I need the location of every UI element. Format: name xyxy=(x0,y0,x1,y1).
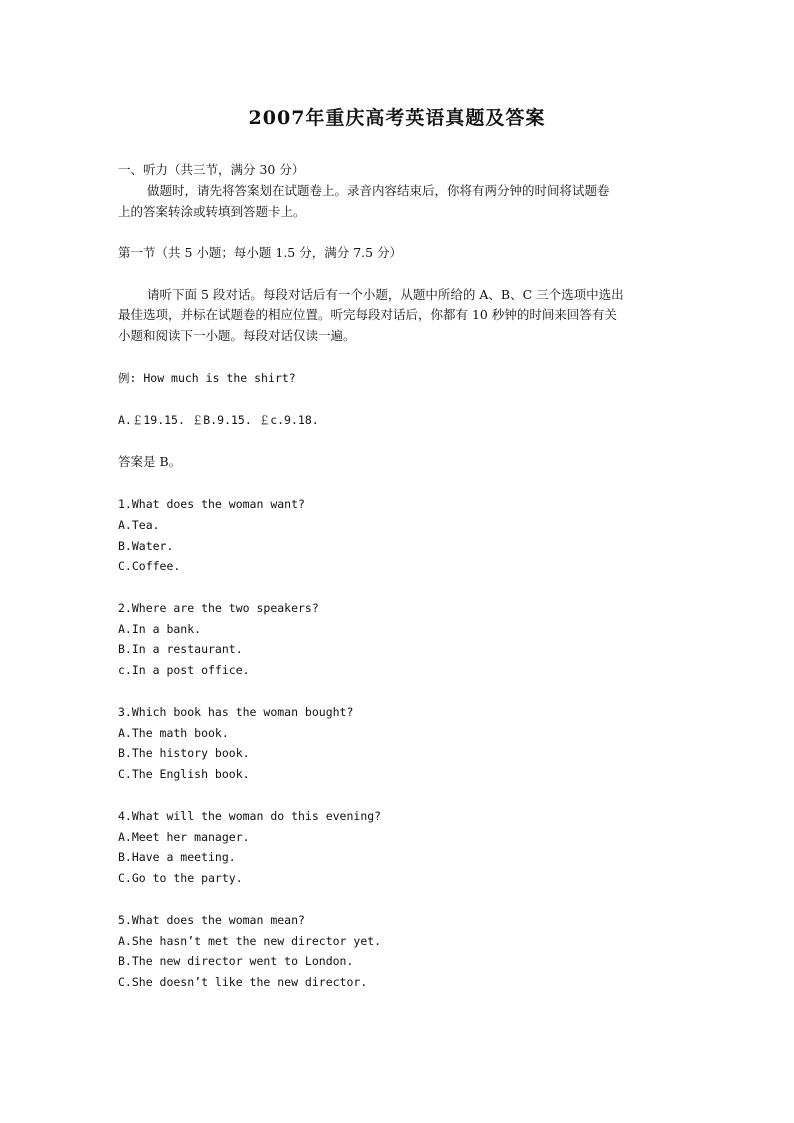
example-options: A.￡19.15. ￡B.9.15. ￡c.9.18. xyxy=(118,413,319,427)
instruction-line: 上的答案转涂或转填到答题卡上。 xyxy=(118,204,306,219)
question-stem: 2.Where are the two speakers? xyxy=(118,601,319,615)
question-option: C.She doesn’t like the new director. xyxy=(118,975,368,989)
example-answer: 答案是 B。 xyxy=(118,454,182,469)
question-option: A.She hasn’t met the new director yet. xyxy=(118,934,382,948)
part-heading: 第一节（共 5 小题；每小题 1.5 分，满分 7.5 分） xyxy=(118,245,403,260)
question-option: B.In a restaurant. xyxy=(118,642,243,656)
question-option: A.Meet her manager. xyxy=(118,830,250,844)
part-instruction-line: 最佳选项，并标在试题卷的相应位置。听完每段对话后，你都有 10 秒钟的时间来回答有关 xyxy=(118,307,617,322)
question-stem: 5.What does the woman mean? xyxy=(118,913,305,927)
document-title: 2007年重庆高考英语真题及答案 xyxy=(248,107,546,129)
part-instruction-line: 小题和阅读下一小题。每段对话仅读一遍。 xyxy=(118,328,356,343)
question-option: B.The new director went to London. xyxy=(118,954,354,968)
question-option: B.Have a meeting. xyxy=(118,850,236,864)
question-option: A.The math book. xyxy=(118,726,229,740)
question-option: C.Go to the party. xyxy=(118,871,243,885)
question-option: A.Tea. xyxy=(118,518,160,532)
section-heading: 一、听力（共三节，满分 30 分） xyxy=(118,162,305,177)
question-option: C.Coffee. xyxy=(118,559,181,573)
question-option: c.In a post office. xyxy=(118,663,250,677)
part-instruction-line: 请听下面 5 段对话。每段对话后有一个小题，从题中所给的 A、B、C 三个选项中选出 xyxy=(147,287,624,302)
question-stem: 1.What does the woman want? xyxy=(118,497,305,511)
question-stem: 3.Which book has the woman bought? xyxy=(118,705,354,719)
question-option: B.Water. xyxy=(118,539,174,553)
question-option: B.The history book. xyxy=(118,746,250,760)
instruction-line: 做题时，请先将答案划在试题卷上。录音内容结束后，你将有两分钟的时间将试题卷 xyxy=(147,183,610,198)
question-option: C.The English book. xyxy=(118,767,250,781)
example-question: 例: How much is the shirt? xyxy=(118,371,296,385)
question-stem: 4.What will the woman do this evening? xyxy=(118,809,382,823)
question-option: A.In a bank. xyxy=(118,622,202,636)
